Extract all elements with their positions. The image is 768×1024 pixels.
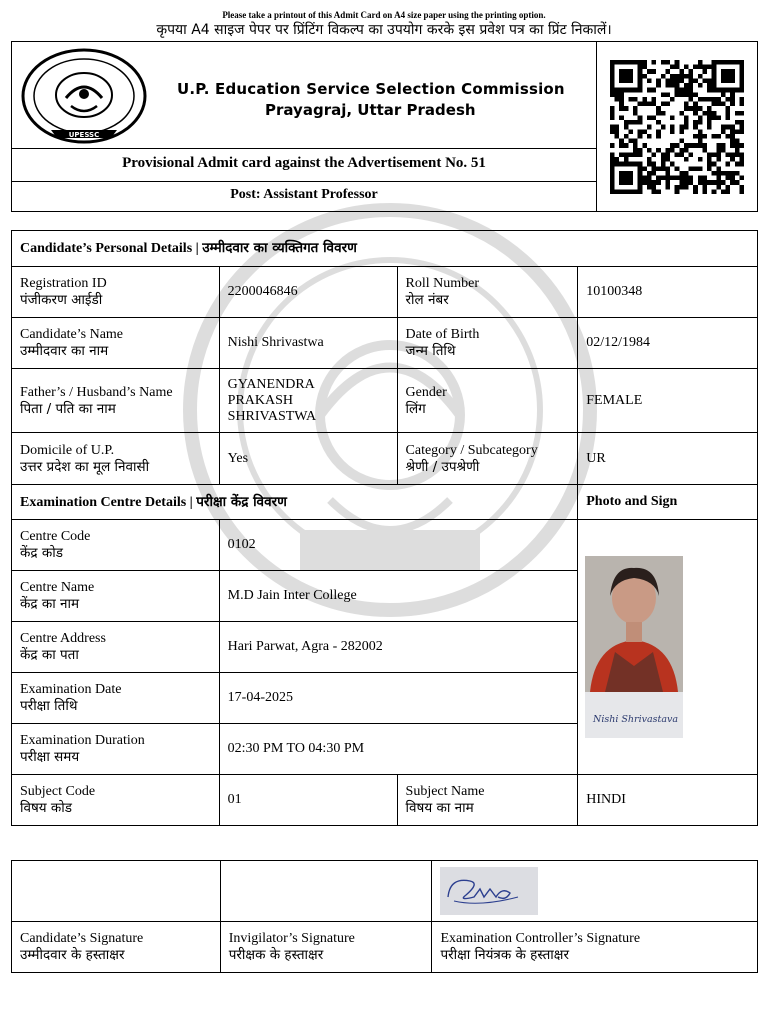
invigilator-signature-label: Invigilator’s Signature परीक्षक के हस्ताक्षर (220, 922, 432, 973)
invigilator-signature-box (220, 861, 432, 922)
table-row (12, 318, 758, 369)
centre-address-label: Centre Address केंद्र का पता (12, 622, 220, 673)
table-row (12, 520, 758, 571)
candidate-signature-label: Candidate’s Signature उम्मीदवार के हस्ताक्षर (12, 922, 221, 973)
logo-text: UPESSC (68, 131, 100, 139)
subject-name-label: Subject Name विषय का नाम (397, 775, 578, 826)
table-row (12, 267, 758, 318)
post-title: Post: Assistant Professor (230, 187, 378, 202)
controller-signature-label: Examination Controller’s Signature परीक्षा नियंत्रक के हस्ताक्षर (432, 922, 758, 973)
gender-label: Gender लिंग (397, 369, 578, 433)
exam-centre-heading: Examination Centre Details | परीक्षा केंद्र विवरण (12, 485, 578, 520)
details-table (11, 230, 758, 826)
admit-card-header (11, 41, 758, 212)
candidate-name-value: Nishi Shrivastwa (219, 318, 397, 369)
date-of-birth-label: Date of Birth जन्म तिथि (397, 318, 578, 369)
category-label: Category / Subcategory श्रेणी / उपश्रेणी (397, 433, 578, 485)
date-of-birth-value: 02/12/1984 (578, 318, 758, 369)
exam-date-label: Examination Date परीक्षा तिथि (12, 673, 220, 724)
registration-id-label: Registration ID पंजीकरण आईडी (12, 267, 220, 318)
exam-duration-value: 02:30 PM TO 04:30 PM (219, 724, 578, 775)
centre-code-label: Centre Code केंद्र कोड (12, 520, 220, 571)
controller-signature-image (440, 867, 538, 915)
roll-number-value: 10100348 (578, 267, 758, 318)
personal-details-heading: Candidate’s Personal Details | उम्मीदवार का व्यक्तिगत विवरण (12, 231, 758, 267)
father-husband-name-label: Father’s / Husband’s Name पिता / पति का नाम (12, 369, 220, 433)
candidate-photo (585, 556, 683, 692)
advertisement-title: Provisional Admit card against the Advertisement No. 51 (122, 155, 486, 171)
gender-value: FEMALE (578, 369, 758, 433)
printout-notice-english: Please take a printout of this Admit Card on A4 size paper using the printing option. (222, 10, 546, 20)
candidate-signature-box (12, 861, 221, 922)
category-value: UR (578, 433, 758, 485)
centre-address-value: Hari Parwat, Agra - 282002 (219, 622, 578, 673)
photo-cell (578, 520, 758, 775)
roll-number-label: Roll Number रोल नंबर (397, 267, 578, 318)
registration-id-value: 2200046846 (219, 267, 397, 318)
printout-notice-hindi: कृपया A4 साइज पेपर पर प्रिंटिंग विकल्प का उपयोग करके इस प्रवेश पत्र का प्रिंट निकालें। (156, 22, 612, 38)
table-row (12, 369, 758, 433)
controller-signature-box (432, 861, 758, 922)
subject-code-label: Subject Code विषय कोड (12, 775, 220, 826)
domicile-label: Domicile of U.P. उत्तर प्रदेश का मूल निवासी (12, 433, 220, 485)
domicile-value: Yes (219, 433, 397, 485)
exam-duration-label: Examination Duration परीक्षा समय (12, 724, 220, 775)
centre-name-label: Centre Name केंद्र का नाम (12, 571, 220, 622)
photo-sign-heading: Photo and Sign (578, 485, 758, 520)
table-row (12, 775, 758, 826)
candidate-name-label: Candidate’s Name उम्मीदवार का नाम (12, 318, 220, 369)
exam-date-value: 17-04-2025 (219, 673, 578, 724)
svg-text:Nishi Shrivastava: Nishi Shrivastava (593, 714, 679, 725)
organization-location: Prayagraj, Uttar Pradesh (265, 101, 476, 119)
signatures-table (11, 860, 758, 973)
subject-code-value: 01 (219, 775, 397, 826)
father-husband-name-value: GYANENDRA PRAKASH SHRIVASTWA (219, 369, 397, 433)
subject-name-value: HINDI (578, 775, 758, 826)
organization-name: U.P. Education Service Selection Commission (177, 80, 565, 98)
upessc-logo-icon (21, 48, 147, 144)
centre-code-value: 0102 (219, 520, 578, 571)
table-row (12, 433, 758, 485)
candidate-photo-signature (585, 692, 683, 738)
qr-code-icon (607, 60, 747, 194)
centre-name-value: M.D Jain Inter College (219, 571, 578, 622)
